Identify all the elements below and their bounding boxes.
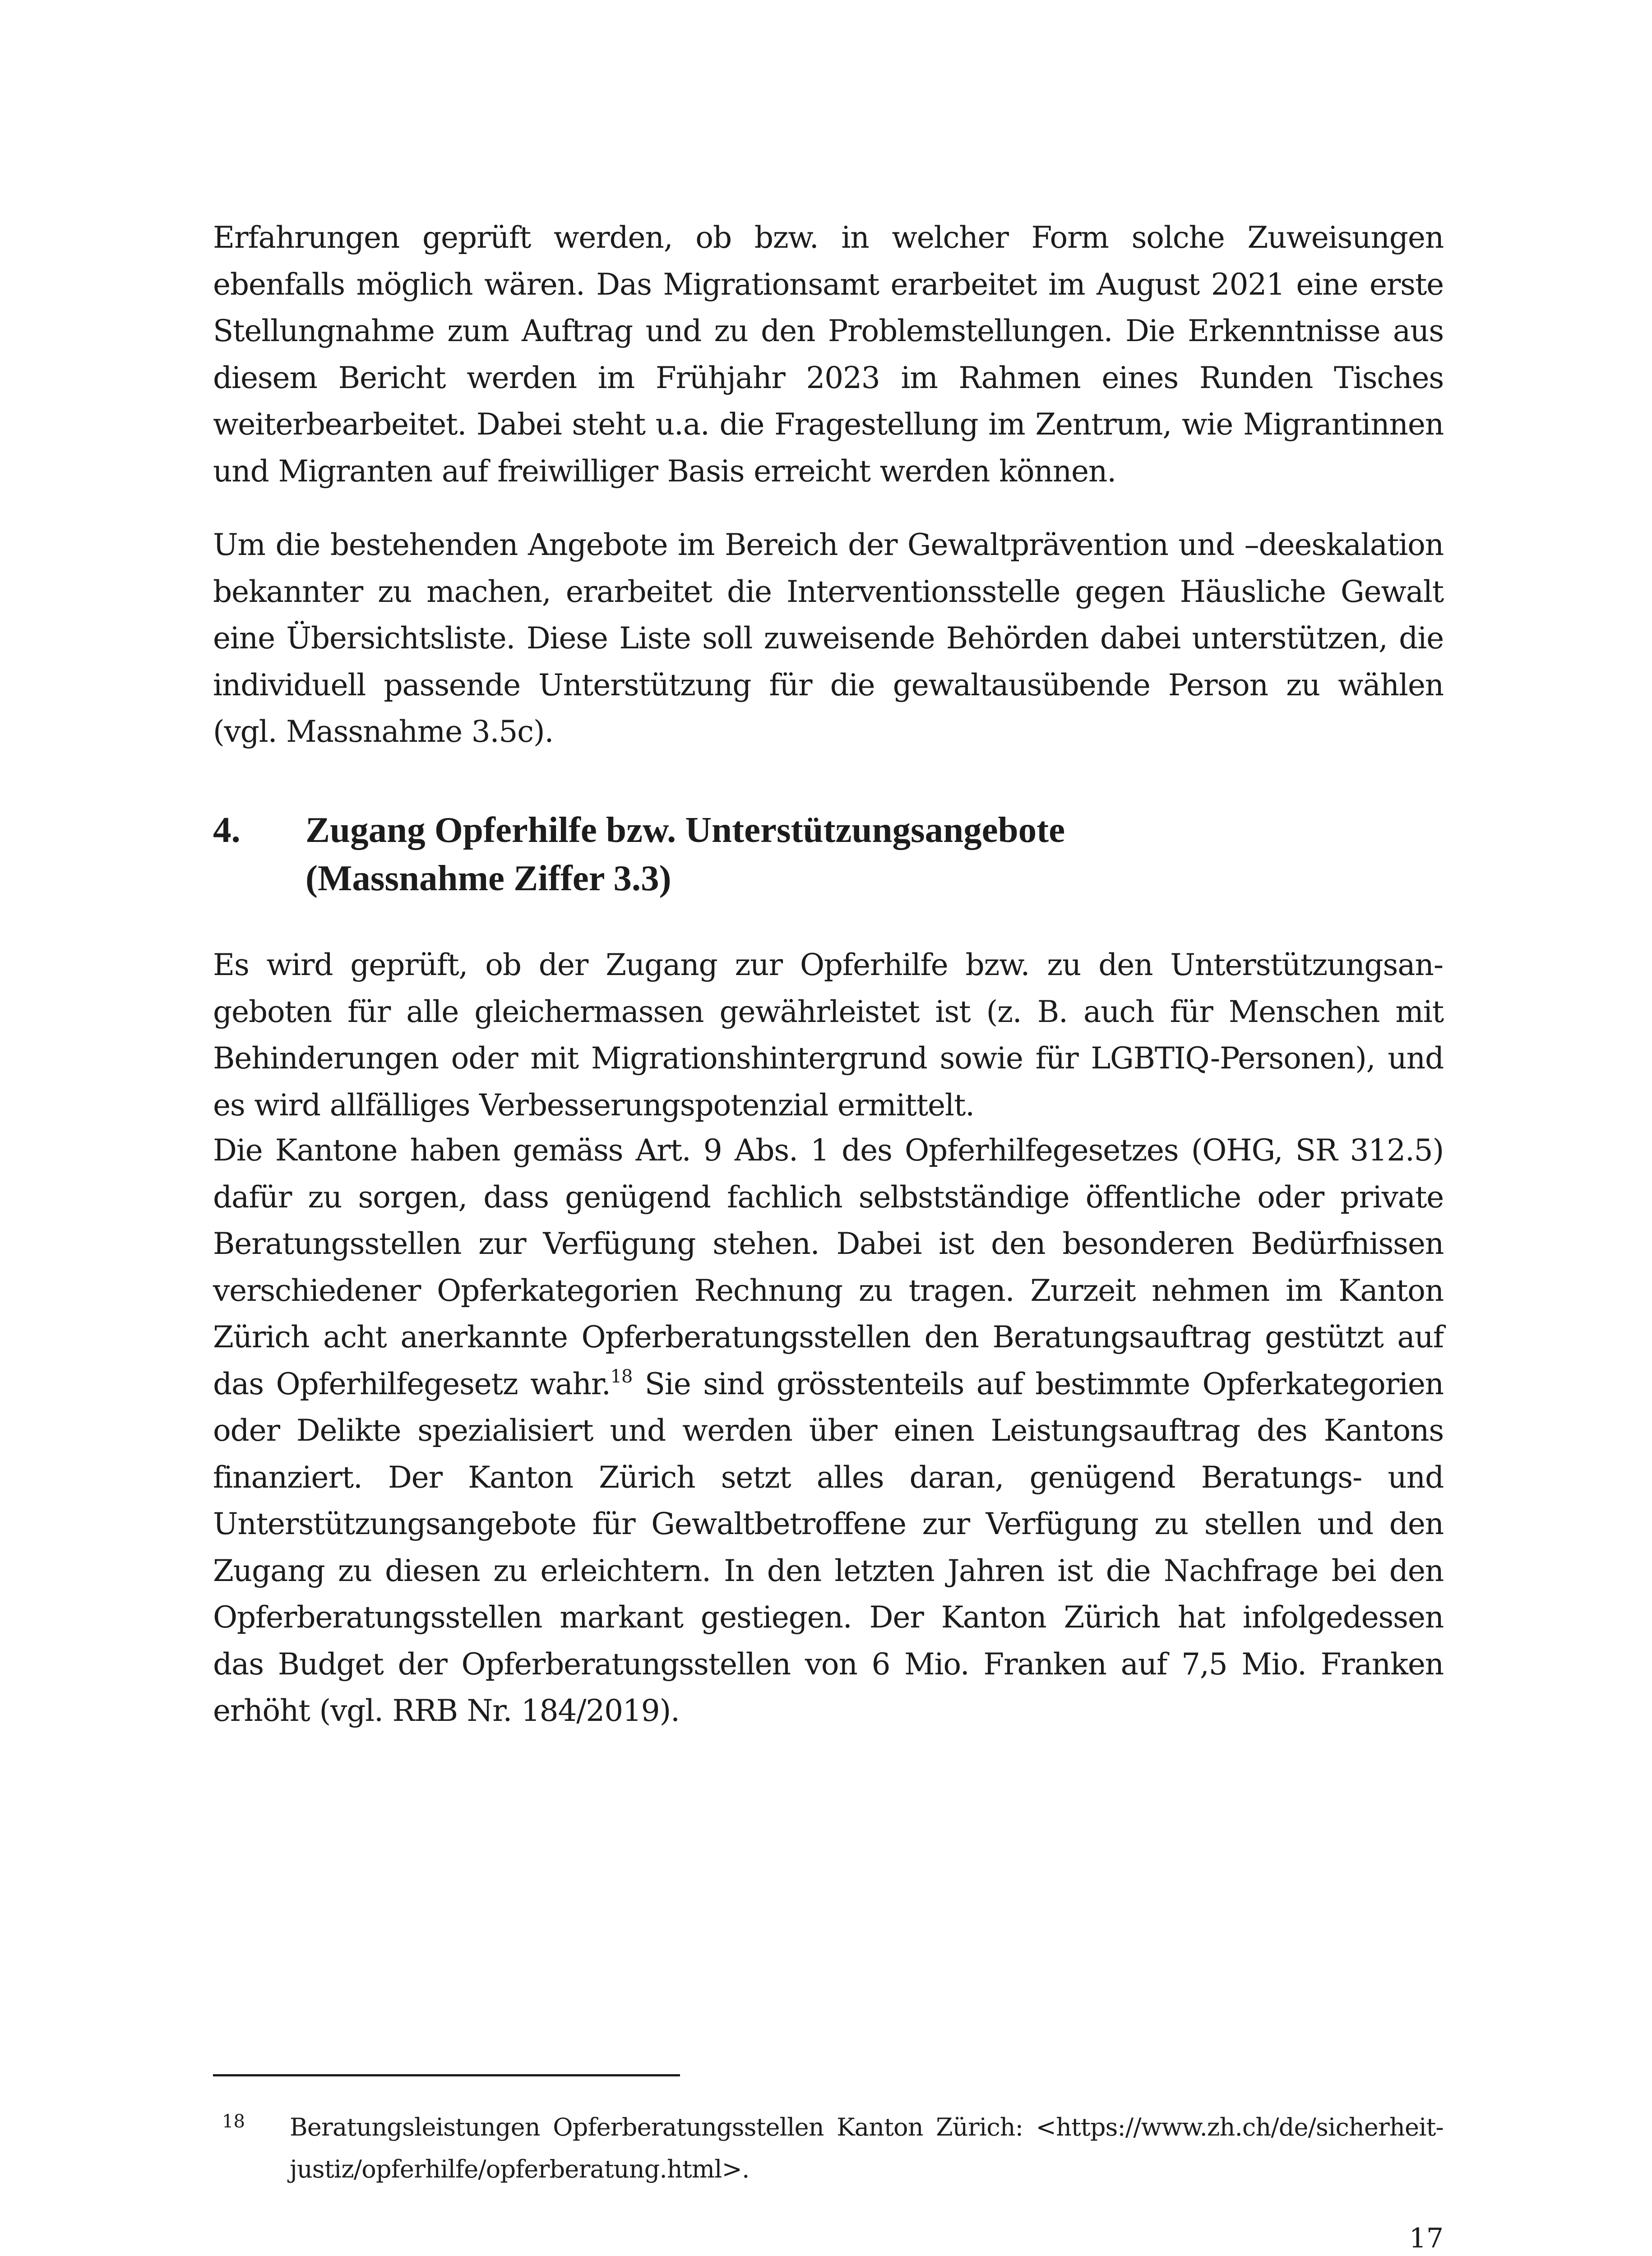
section-title: Zugang Opferhilfe bzw. Unterstützungsangebote — [305, 809, 1065, 850]
body-paragraph-3: Es wird geprüft, ob der Zugang zur Opferhilfe bzw. zu den Unterstützungsangeboten für alle gleichermassen gewährleistet ist (z. B. auch für Menschen mit Behinderungen oder mit Migrationshintergrund sowie für LGBTIQ-Personen), und es wird allfälliges Verbesserungspotenzial ermittelt. — [213, 948, 1444, 1123]
body-paragraph-4 — [213, 1127, 1444, 1734]
footnote — [213, 2106, 1444, 2190]
footnote-reference[interactable]: 18 — [610, 1366, 633, 1387]
footnote-text: Beratungsleistungen Opferberatungsstellen Kanton Zürich: <https://www.zh.ch/de/sicherheit-justiz/opferhilfe/opferberatung.html>. — [290, 2113, 1444, 2183]
body-paragraph-1: Erfahrungen geprüft werden, ob bzw. in welcher Form solche Zuweisungen ebenfalls möglich wären. Das Migrationsamt erarbeitet im August 2021 eine erste Stellungnahme zum Auftrag und zu den Problemstellungen. Die Erkenntnisse aus diesem Bericht werden im Frühjahr 2023 im Rahmen eines Runden Tisches weiterbearbeitet. Dabei steht u.a. die Fragestellung im Zentrum, wie Migrantinnen und Migranten auf freiwilliger Basis erreicht werden können. — [213, 220, 1444, 489]
paragraph-4-text-end: Sie sind grösstenteils auf bestimmte Opferkategorien oder Delikte spezialisiert und werden über einen Leistungsauftrag des Kantons finanziert. Der Kanton Zürich setzt alles daran, genügend Beratungs- und Unterstützungsangebote für Gewaltbetroffene zur Verfügung zu stellen und den Zugang zu diesen zu erleichtern. In den letzten Jahren ist die Nachfrage bei den Opferberatungsstellen markant gestiegen. Der Kanton Zürich hat infolgedessen das Budget der Opferberatungsstellen von 6 Mio. Franken auf 7,5 Mio. Franken erhöht (vgl. RRB Nr. 184/2019). — [213, 1366, 1444, 1728]
footnote-separator — [213, 2074, 680, 2076]
footnote-number: 18 — [222, 2111, 245, 2132]
section-subtitle: (Massnahme Ziffer 3.3) — [305, 858, 671, 898]
paragraph-4-text-start: Die Kantone haben gemäss Art. 9 Abs. 1 des Opferhilfegesetzes (OHG, SR 312.5) dafür zu sorgen, dass genügend fachlich selbstständige öffentliche oder private Beratungsstellen zur Verfügung stehen. Dabei ist den besonderen Bedürfnissen verschiedener Opferkategorien Rechnung zu tragen. Zurzeit nehmen im Kanton Zürich acht anerkannte Opferberatungsstellen den Beratungsauftrag gestützt auf das Opferhilfegesetz wahr. — [213, 1133, 1444, 1401]
page-number: 17 — [1409, 2223, 1444, 2254]
section-number: 4. — [213, 809, 241, 850]
body-paragraph-2: Um die bestehenden Angebote im Bereich der Gewaltprävention und –deeskalation bekannter zu machen, erarbeitet die Interventionsstelle gegen Häusliche Gewalt eine Übersichtsliste. Diese Liste soll zuweisende Behörden dabei unterstützen, die individuell passende Unterstützung für die gewaltausübende Person zu wählen (vgl. Massnahme 3.5c). — [213, 527, 1444, 749]
